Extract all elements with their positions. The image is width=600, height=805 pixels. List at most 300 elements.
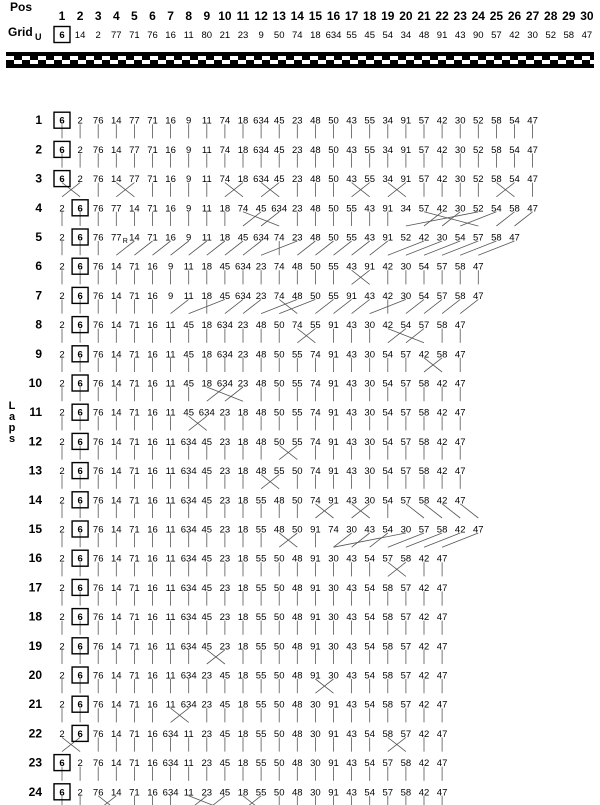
lap-number: 4 [35,200,42,215]
position-number: 23 [453,9,467,23]
lap-driver: 11 [165,378,176,390]
lap-driver: 34 [382,174,394,186]
lap-driver: 30 [364,436,375,448]
lap-driver: 16 [147,495,158,507]
lap-driver: 77 [129,174,140,186]
lap-driver: 11 [183,758,194,770]
lap-driver: 50 [273,612,285,624]
lap-driver: 54 [382,349,394,361]
lap-driver: 55 [328,290,339,302]
lap-driver: 14 [111,670,122,682]
lap-driver: 71 [129,612,140,624]
lap-driver: 11 [165,524,176,536]
flag-square [94,60,102,64]
lap-driver: 30 [310,787,321,799]
flag-square [406,56,414,60]
lap-driver: 48 [292,553,303,565]
lap-driver: 47 [436,787,448,799]
lap-driver: 634 [253,115,270,127]
lap-driver: 48 [255,320,267,332]
position-number: 2 [76,9,84,23]
lap-driver: 47 [436,553,448,565]
lap-driver: 48 [310,174,321,186]
lap-driver: 11 [165,612,176,624]
lap-driver: 18 [237,728,249,740]
lap-driver: 58 [418,495,430,507]
lap-driver: 58 [418,466,430,478]
flag-square [134,56,142,60]
lap-driver: 11 [165,641,176,653]
flag-square [374,56,382,60]
lap-driver: 58 [400,758,412,770]
lap-driver: 30 [328,670,339,682]
lap-driver: 6 [77,349,83,361]
lap-driver: 30 [400,261,412,273]
lap-driver: 11 [165,407,176,419]
flag-square [6,56,14,60]
lap-driver: 52 [473,144,484,156]
lap-driver: 91 [328,787,339,799]
lap-driver: 6 [59,758,65,770]
lap-driver: 50 [273,728,285,740]
lap-driver: 55 [346,203,357,215]
lap-driver: 54 [400,320,412,332]
lap-driver: 16 [147,728,158,740]
flag-square [398,60,406,64]
lap-driver: 57 [436,261,448,273]
lap-driver: 30 [400,524,412,536]
grid-driver: 6 [59,30,65,41]
lap-driver: 55 [328,261,339,273]
lap-driver: 2 [59,582,65,594]
lap-driver: 14 [111,144,122,156]
lap-driver: 18 [237,436,249,448]
lap-driver: 47 [454,320,466,332]
lap-driver: 54 [364,758,375,770]
lap-driver: 57 [418,174,430,186]
lap-driver: 45 [183,320,194,332]
lap-driver: 50 [273,553,285,565]
lap-driver: 52 [473,115,484,127]
lap-driver: 76 [92,290,104,302]
lap-number: 10 [28,376,42,390]
lap-driver: 42 [436,407,448,419]
lap-driver: 76 [92,787,104,799]
flag-square [246,56,254,60]
lap-driver: 76 [92,232,104,244]
lap-driver: 54 [382,378,394,390]
flag-square [14,60,22,64]
grid-driver: 52 [545,30,556,41]
lap-driver: 30 [328,612,339,624]
lap-driver: 23 [201,758,213,770]
lap-number: 5 [35,230,42,244]
lap-driver: 50 [273,407,285,419]
lap-driver: 57 [400,466,412,478]
grid-driver: 54 [382,30,394,41]
lap-driver: 23 [219,466,231,478]
flag-square [438,56,446,60]
lap-driver: 47 [527,115,538,127]
lap-driver: 45 [201,524,213,536]
flag-square [86,56,94,60]
lap-driver: 14 [111,495,122,507]
flag-square [542,60,550,64]
lap-driver: 57 [400,407,412,419]
lap-driver: 42 [436,115,448,127]
lap-driver: 23 [219,582,231,594]
lap-driver: 23 [201,670,213,682]
lap-driver: 55 [292,378,303,390]
lap-driver: 76 [92,378,104,390]
lap-driver: 6 [59,115,65,127]
lap-driver: 30 [364,466,375,478]
lap-driver: 2 [59,232,65,244]
lap-driver: 48 [292,641,303,653]
lap-driver: 30 [400,290,412,302]
lap-driver: 42 [418,612,430,624]
lap-driver: 54 [509,115,520,127]
lap-driver: 30 [328,641,339,653]
flag-square [286,60,294,64]
lap-driver: 18 [237,699,249,711]
lap-driver: 71 [129,641,140,653]
lap-driver: 23 [237,349,249,361]
lap-driver: 47 [436,612,448,624]
lap-driver: 42 [418,758,430,770]
lap-driver: 54 [382,524,394,536]
flag-square [70,56,78,60]
lap-driver: 14 [111,349,122,361]
grid-driver: 14 [74,30,86,41]
lap-driver: 47 [436,582,448,594]
lap-driver: 11 [165,349,176,361]
lap-driver: 18 [237,758,249,770]
position-number: 25 [489,9,504,23]
lap-driver: 54 [364,641,375,653]
lap-driver: 74 [237,203,249,215]
lap-driver: 58 [382,641,394,653]
flag-square [446,60,454,64]
lap-driver: 47 [454,378,466,390]
lap-driver: 48 [310,144,321,156]
lap-driver: 11 [165,670,176,682]
flag-square [102,56,110,60]
flag-square [294,56,302,60]
lap-driver: 9 [186,144,192,156]
lap-driver: 58 [400,553,412,565]
lap-driver: 57 [473,232,484,244]
flag-square [46,60,54,64]
lap-driver: 57 [400,349,412,361]
lap-driver: 634 [253,232,270,244]
lap-driver: 47 [527,144,538,156]
lap-driver: 71 [129,524,140,536]
lap-driver: 6 [77,670,83,682]
lap-driver: 18 [237,115,249,127]
grid-driver: 634 [325,30,342,41]
flag-square [262,56,270,60]
lap-driver: 34 [382,144,394,156]
lap-driver: 42 [418,349,430,361]
grid-driver: 43 [454,30,466,41]
lap-driver: 2 [77,758,83,770]
lap-driver: 58 [436,349,448,361]
lap-driver: 43 [346,670,357,682]
lap-driver: 16 [147,524,158,536]
lap-driver: 18 [237,495,249,507]
flag-square [238,60,246,64]
lap-driver: 76 [92,349,104,361]
lap-driver: 2 [59,699,65,711]
lap-driver: 58 [400,787,412,799]
position-number: 26 [507,9,522,23]
lap-driver: 2 [59,670,65,682]
lap-driver: 634 [216,349,233,361]
lap-driver: 16 [147,582,158,594]
lap-driver: 57 [400,582,412,594]
lap-driver: 71 [129,349,140,361]
lap-driver: 2 [59,436,65,448]
lap-driver: 47 [454,466,466,478]
lap-driver: 42 [436,174,448,186]
lap-driver: 74 [310,349,321,361]
lap-driver: 74 [310,407,321,419]
lap-driver: 54 [509,174,520,186]
lap-driver: 91 [364,261,375,273]
flag-square [382,60,390,64]
lap-driver: 2 [59,407,65,419]
lap-driver: 6 [77,612,83,624]
lap-driver: 9 [186,115,192,127]
lap-driver: 6 [77,290,83,302]
lap-driver: 43 [346,728,357,740]
flag-square [78,60,86,64]
lap-driver: 14 [111,378,122,390]
grid-driver: 80 [201,30,213,41]
lap-driver: 43 [346,641,357,653]
lap-driver: 18 [237,553,249,565]
lap-driver: 6 [77,436,83,448]
lap-driver: 50 [273,582,285,594]
lap-driver: 18 [237,524,249,536]
lap-number: 6 [35,259,42,274]
lap-driver: 50 [328,144,339,156]
lap-driver: 91 [382,232,394,244]
lap-driver: 18 [219,232,231,244]
lap-driver: 45 [273,115,285,127]
lap-driver: 43 [364,524,375,536]
lap-driver: 77 [111,203,122,215]
grid-driver: 9 [258,30,264,41]
lap-driver: 91 [328,495,339,507]
lap-driver: 45 [201,436,213,448]
lap-driver: 76 [92,699,104,711]
lap-driver: 91 [400,144,412,156]
lap-driver: 47 [473,524,484,536]
lap-driver: 11 [165,466,176,478]
lap-driver: 2 [59,261,65,273]
lap-number: 21 [28,697,42,712]
lap-driver: 11 [183,787,194,799]
lap-driver: 45 [273,174,285,186]
lap-number: 24 [28,784,42,799]
lap-driver: 55 [364,144,375,156]
lap-driver: 48 [292,582,303,594]
lap-driver: 54 [364,728,375,740]
position-number: 19 [381,9,395,23]
flag-square [278,56,286,60]
lap-driver: 55 [310,320,321,332]
lap-driver: 50 [273,320,285,332]
lap-driver: 71 [129,670,140,682]
lap-driver: 43 [346,174,357,186]
lap-driver: 634 [235,261,251,273]
lap-driver: 91 [328,320,339,332]
flag-square [62,60,70,64]
flag-square [310,56,318,60]
lap-driver: 76 [92,553,104,565]
flag-square [326,56,334,60]
lap-driver: 57 [400,728,412,740]
position-number: 10 [218,9,232,23]
lap-driver: 43 [346,261,357,273]
lap-driver: 43 [346,407,357,419]
lap-driver: 2 [77,787,83,799]
lap-driver: 50 [310,290,321,302]
lap-driver: 54 [418,261,430,273]
lap-driver: 30 [328,553,339,565]
lap-driver: 50 [273,641,285,653]
lap-driver: 30 [364,495,375,507]
flag-square [478,60,486,64]
lap-driver: 76 [92,144,104,156]
lap-driver: 45 [273,144,285,156]
lap-driver: 43 [364,232,375,244]
flag-square [190,60,198,64]
lap-driver: 91 [310,582,321,594]
flag-square [206,60,214,64]
lap-driver: 57 [400,612,412,624]
lap-driver: 11 [165,436,176,448]
flag-square [590,60,594,64]
grid-driver: 42 [509,30,520,41]
lap-driver: 55 [346,232,357,244]
lap-driver: 18 [237,787,249,799]
lap-driver: 43 [346,699,357,711]
lap-driver: 48 [292,787,303,799]
lap-driver: 58 [418,407,430,419]
lap-driver: 54 [509,144,520,156]
lap-driver: 58 [509,203,520,215]
lap-driver: 18 [237,612,249,624]
lap-driver: 6 [77,699,83,711]
position-number: 13 [272,9,286,23]
lap-driver: 76 [92,495,104,507]
grid-driver: 48 [418,30,430,41]
lap-driver: 42 [418,641,430,653]
lap-driver: 11 [183,261,194,273]
lap-driver: 43 [364,203,375,215]
position-number: 11 [236,9,250,23]
lap-driver: 45 [201,553,213,565]
lap-driver: 43 [346,320,357,332]
lap-driver: 91 [328,699,339,711]
lap-driver: 18 [201,349,213,361]
flag-square [566,56,574,60]
grid-driver: 55 [346,30,357,41]
lap-driver: 57 [436,290,448,302]
lap-driver: 71 [129,320,140,332]
lap-driver: 16 [147,670,158,682]
lap-driver: 52 [473,203,484,215]
lap-driver: 23 [237,378,249,390]
grid-driver: 18 [310,30,321,41]
lap-driver: 58 [436,524,448,536]
lap-driver: 6 [77,407,83,419]
lap-driver: 11 [183,290,194,302]
lap-number: 16 [28,551,42,566]
lap-driver: 71 [129,728,140,740]
lap-driver: 634 [180,553,197,565]
lap-driver: 54 [364,787,375,799]
position-number: 14 [290,9,304,23]
flag-square [214,56,222,60]
lap-driver: 634 [180,466,197,478]
lap-driver: 23 [219,612,231,624]
lap-driver: 50 [328,203,339,215]
position-number: 21 [417,9,431,23]
position-number: 4 [112,9,120,23]
lap-driver: 91 [400,174,412,186]
lap-driver: 50 [328,174,339,186]
lap-driver: 54 [364,582,375,594]
lap-driver: 43 [346,612,357,624]
lap-driver: 50 [292,495,303,507]
grid-driver: 23 [237,30,249,41]
grid-driver: 77 [111,30,122,41]
flag-square [150,56,158,60]
lap-driver: 52 [473,174,484,186]
lap-driver: 6 [77,728,83,740]
lap-driver: 6 [77,261,83,273]
lap-driver: 91 [328,378,339,390]
lap-driver: 23 [201,728,213,740]
lap-driver: 634 [180,670,197,682]
lap-driver: 57 [400,378,412,390]
lap-driver: 74 [273,232,285,244]
lap-driver: 55 [255,787,267,799]
lap-driver: 57 [418,115,430,127]
lap-driver: 16 [147,290,158,302]
lap-driver: 57 [400,641,412,653]
lap-driver: 6 [77,466,83,478]
lap-driver: 76 [92,407,104,419]
lap-driver: 42 [436,378,448,390]
lap-driver: 47 [509,232,520,244]
lap-driver: 45 [201,495,213,507]
lap-driver: 2 [59,728,65,740]
lap-driver: 23 [219,641,231,653]
lap-driver: 50 [273,699,285,711]
lap-driver: 48 [273,524,285,536]
lap-driver: 9 [186,174,192,186]
axis-label-letter: L [8,400,16,412]
lap-driver: 634 [180,699,197,711]
lap-driver: 48 [292,261,303,273]
lap-driver: 11 [165,699,176,711]
lap-driver: 54 [382,436,394,448]
